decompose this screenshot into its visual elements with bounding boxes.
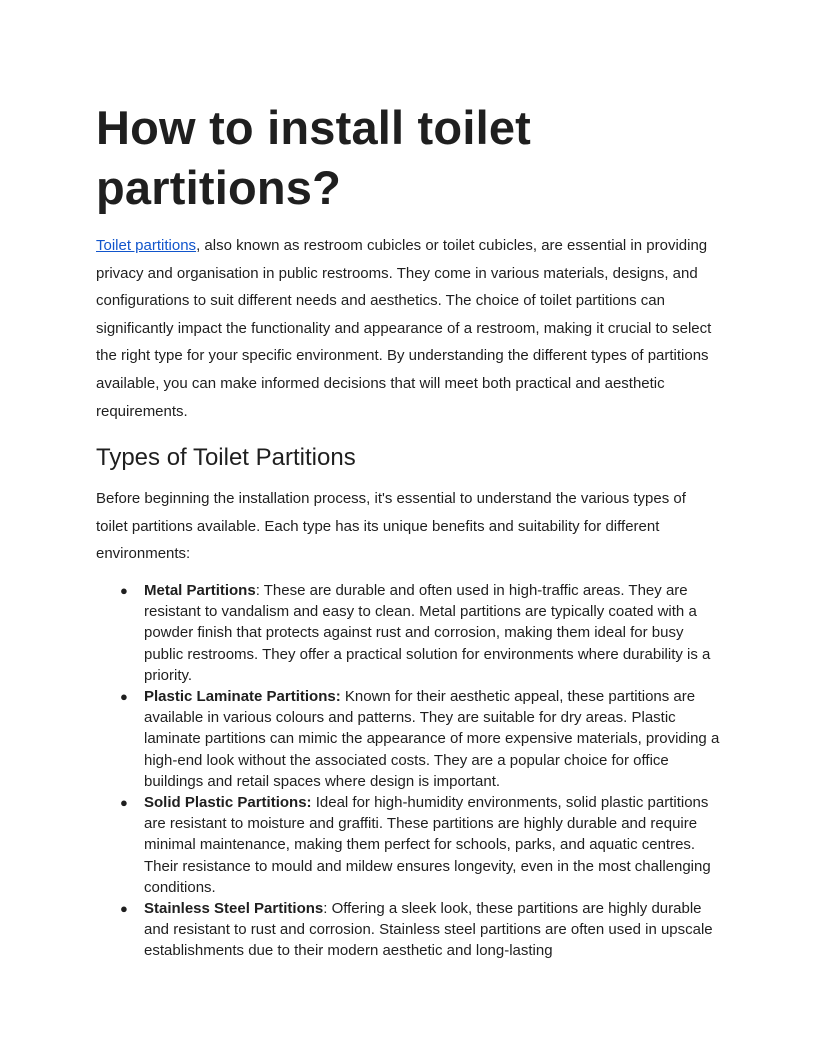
list-item-text: Known for their aesthetic appeal, these partitions are available in various colours and patterns. They are suitable for dry areas. Plastic laminate partitions can mimic the appearance of more expensive materials, providing a high-end look without the associated costs. They are a popular choice for office buildings and retail spaces where design is important. bbox=[144, 687, 720, 790]
bullet-icon: ● bbox=[120, 794, 128, 810]
page-title: How to install toilet partitions? bbox=[96, 101, 532, 214]
list-item-text: : Offering a sleek look, these partitions are highly durable and resistant to rust and corrosion. Stainless steel partitions are often used in upscale establishments due to their modern aesthetic and long-lasting bbox=[144, 899, 713, 960]
list-item bbox=[96, 898, 720, 962]
list-item-text: : These are durable and often used in high-traffic areas. They are resistant to vandalism and easy to clean. Metal partitions are typically coated with a powder finish that protects against rust and corrosion, making them ideal for busy public restrooms. They offer a practical solution for environments where durability is a priority. bbox=[144, 581, 711, 684]
section-heading: Types of Toilet Partitions bbox=[96, 444, 356, 472]
section-lead-paragraph: Before beginning the installation process, it's essential to understand the various types of toilet partitions available. Each type has its unique benefits and suitability for different environments: bbox=[96, 490, 686, 563]
list-item bbox=[96, 686, 720, 792]
bullet-icon: ● bbox=[120, 688, 128, 704]
list-item bbox=[96, 792, 720, 898]
list-item bbox=[96, 580, 720, 686]
list-item-term: Stainless Steel Partitions bbox=[144, 899, 324, 917]
list-item-text: Ideal for high-humidity environments, solid plastic partitions are resistant to moisture and graffiti. These partitions are highly durable and require minimal maintenance, making them perfect for schools, parks, and aquatic centres. Their resistance to mould and mildew ensures longevity, even in the most challenging conditions. bbox=[144, 793, 711, 896]
bullet-icon: ● bbox=[120, 582, 128, 598]
bullet-icon: ● bbox=[120, 900, 128, 916]
intro-paragraph bbox=[96, 232, 720, 425]
list-item-term: Plastic Laminate Partitions: bbox=[144, 687, 341, 705]
intro-text: , also known as restroom cubicles or toilet cubicles, are essential in providing privacy and organisation in public restrooms. They come in various materials, designs, and configurations to suit different needs and aesthetics. The choice of toilet partitions can significantly impact the functionality and appearance of a restroom, making it crucial to select the right type for your specific environment. By understanding the different types of partitions available, you can make informed decisions that will meet both practical and aesthetic requirements. bbox=[96, 237, 712, 420]
toilet-partitions-link[interactable]: Toilet partitions bbox=[96, 237, 197, 254]
list-item-term: Metal Partitions bbox=[144, 581, 256, 599]
partition-types-list bbox=[96, 580, 720, 962]
list-item-term: Solid Plastic Partitions: bbox=[144, 793, 312, 811]
document-body bbox=[96, 98, 720, 962]
